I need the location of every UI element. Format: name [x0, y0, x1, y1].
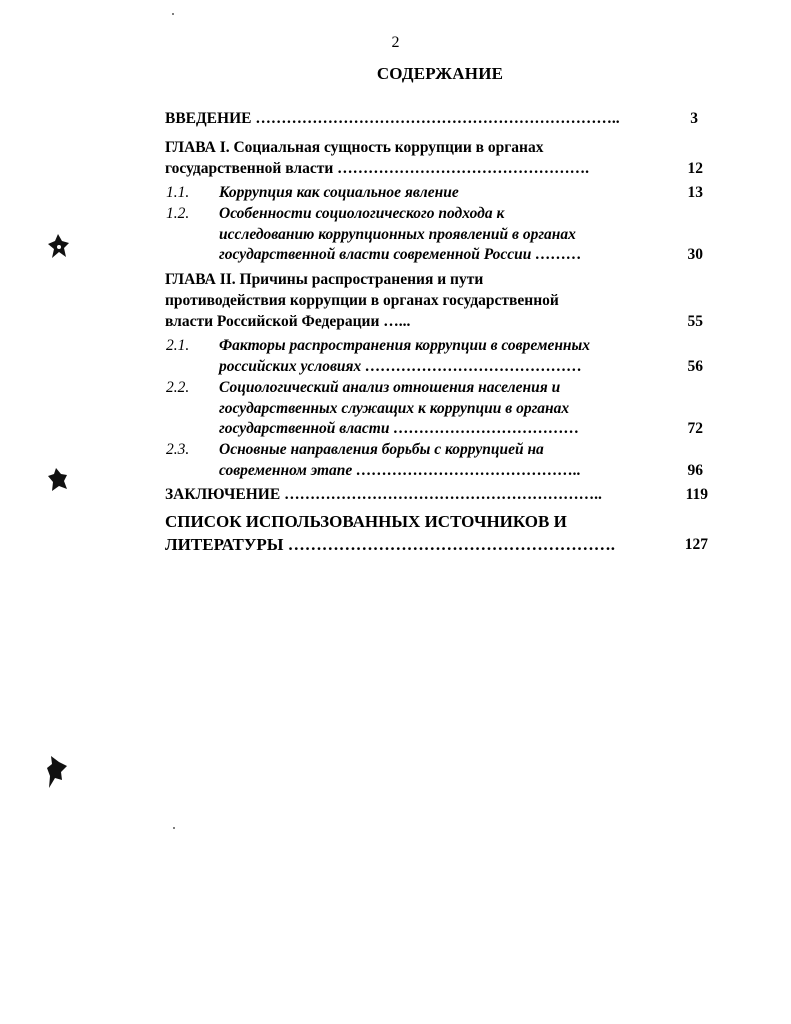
toc-chapter2-page: 55: [687, 313, 703, 330]
toc-chapter2-line3: власти Российской Федерации …...: [165, 313, 411, 330]
toc-sources-line1: СПИСОК ИСПОЛЬЗОВАННЫХ ИСТОЧНИКОВ И: [165, 512, 567, 531]
toc-chapter1-page: 12: [687, 160, 703, 177]
toc-section-2-3-number: 2.3.: [166, 441, 190, 458]
toc-section-2-3-line1: Основные направления борьбы с коррупцией на: [219, 441, 544, 458]
toc-intro-page: 3: [690, 110, 698, 127]
toc-chapter1-line1: ГЛАВА I. Социальная сущность коррупции в органах: [165, 139, 544, 156]
toc-section-2-1-line2: российских условиях ……………………………………: [219, 358, 583, 375]
toc-section-2-2-page: 72: [687, 420, 703, 437]
toc-section-1-2-line2: исследованию коррупционных проявлений в органах: [219, 226, 576, 243]
toc-title: СОДЕРЖАНИЕ: [376, 64, 504, 83]
toc-section-2-2-number: 2.2.: [166, 379, 190, 396]
toc-section-2-2-line2: государственных служащих к коррупции в органах: [219, 400, 570, 417]
toc-section-2-3-page: 96: [687, 462, 703, 479]
toc-section-2-2-line3: государственной власти ………………………………: [219, 420, 580, 437]
punch-hole-mark-middle: [46, 466, 70, 494]
toc-chapter1-line2: государственной власти ………………………………………….: [165, 160, 590, 177]
toc-sources-line2: ЛИТЕРАТУРЫ ………………………………………………….: [165, 535, 615, 554]
toc-section-2-1-line1: Факторы распространения коррупции в современных: [219, 337, 591, 354]
toc-conclusion-page: 119: [685, 486, 708, 503]
punch-hole-mark-bottom: [45, 754, 69, 790]
scan-speck-top: [172, 13, 174, 15]
toc-section-2-3-line2: современном этапе ……………………………………..: [219, 462, 581, 479]
toc-section-1-2-line3: государственной власти современной России ………: [219, 246, 582, 263]
toc-section-2-1-number: 2.1.: [166, 337, 190, 354]
toc-conclusion-label: ЗАКЛЮЧЕНИЕ ……………………………………………………..: [165, 486, 602, 503]
page-number: 2: [391, 34, 400, 51]
toc-section-1-1-page: 13: [687, 184, 703, 201]
toc-section-1-2-number: 1.2.: [166, 205, 190, 222]
scan-speck-bottom: [173, 827, 175, 829]
toc-sources-page: 127: [684, 536, 708, 553]
punch-hole-mark-top: [46, 232, 72, 262]
toc-section-2-1-page: 56: [687, 358, 703, 375]
toc-chapter2-line2: противодействия коррупции в органах государственной: [165, 292, 559, 309]
toc-section-1-2-page: 30: [687, 246, 703, 263]
toc-intro-label: ВВЕДЕНИЕ ……………………………………………………………..: [165, 110, 620, 127]
toc-section-1-1-number: 1.1.: [166, 184, 190, 201]
toc-chapter2-line1: ГЛАВА II. Причины распространения и пути: [165, 271, 484, 288]
toc-section-1-2-line1: Особенности социологического подхода к: [219, 205, 505, 222]
toc-section-2-2-line1: Социологический анализ отношения населения и: [219, 379, 561, 396]
toc-section-1-1-title: Коррупция как социальное явление: [219, 184, 459, 201]
